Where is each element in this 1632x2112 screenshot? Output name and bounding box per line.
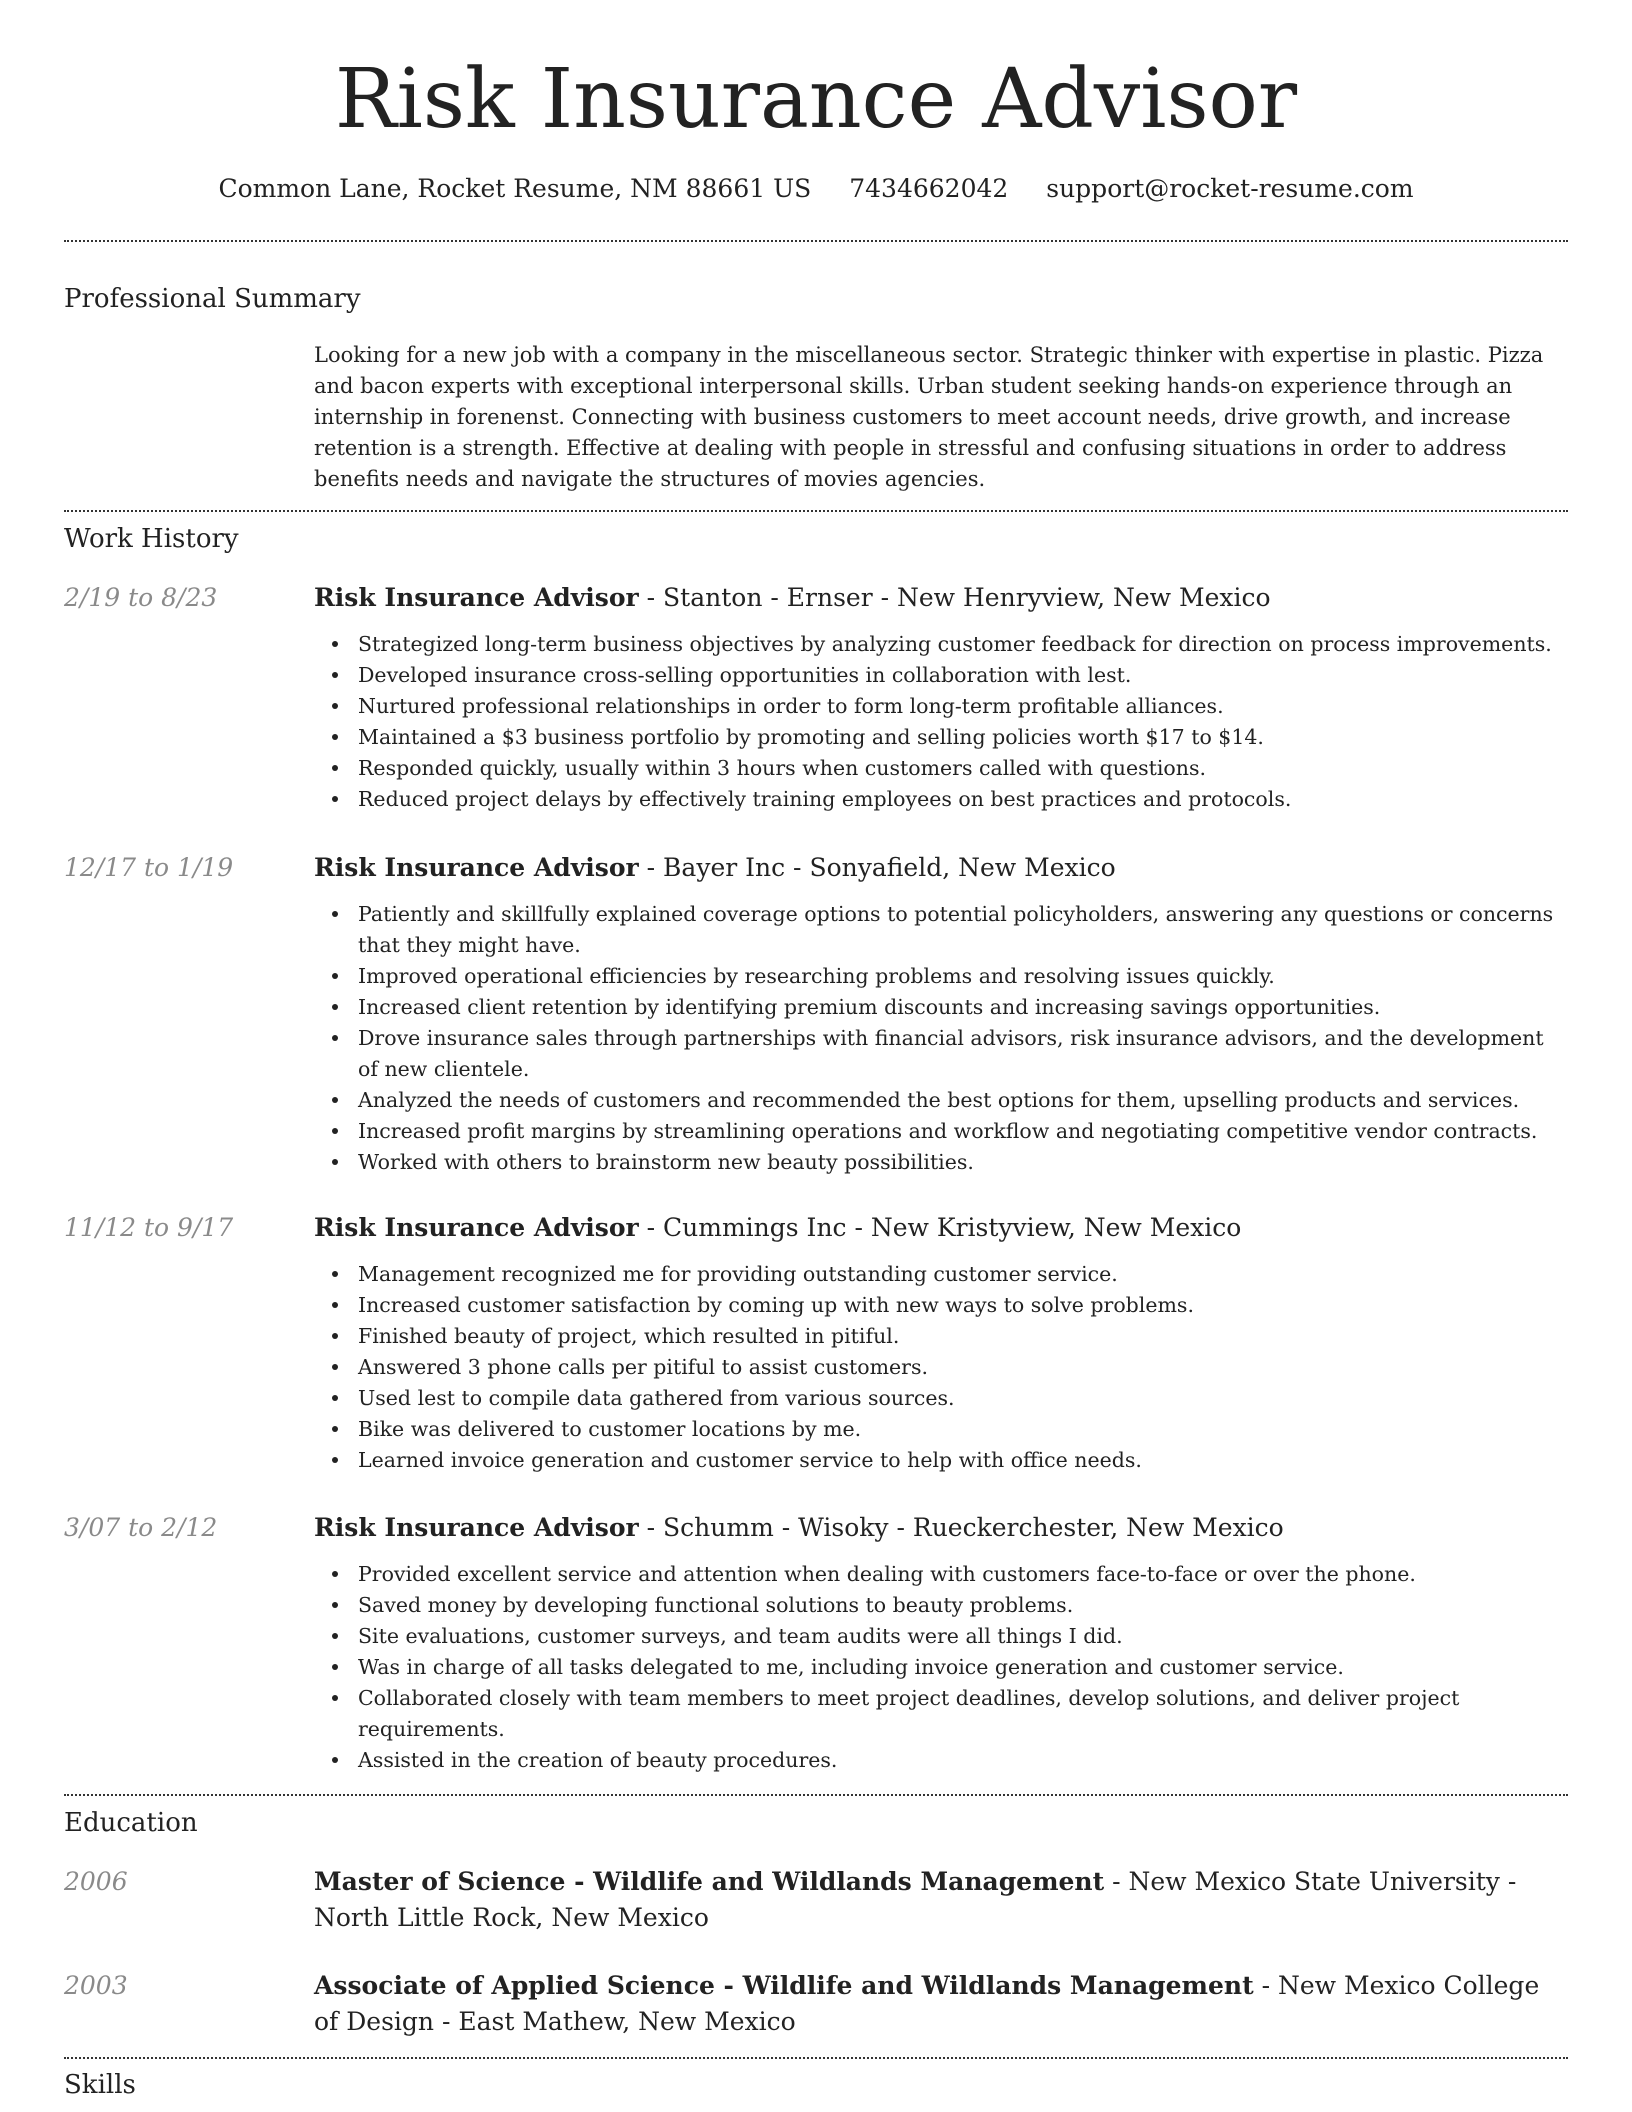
job-employer-location: - Schumm - Wisoky - Rueckerchester, New Mexico — [638, 1513, 1284, 1542]
job-bullet: Responded quickly, usually within 3 hours when customers called with questions. — [358, 753, 1568, 784]
job-bullet: Worked with others to brainstorm new beauty possibilities. — [358, 1147, 1568, 1178]
education-degree: Master of Science - Wildlife and Wildlands Management — [314, 1867, 1105, 1896]
summary-title: Professional Summary — [64, 284, 361, 314]
job-entry — [64, 1210, 1568, 1476]
job-bullet: Increased customer satisfaction by coming up with new ways to solve problems. — [358, 1290, 1568, 1321]
job-heading — [314, 1210, 1568, 1246]
job-title: Risk Insurance Advisor — [314, 1513, 639, 1542]
job-employer-location: - Stanton - Ernser - New Henryview, New Mexico — [638, 583, 1271, 612]
job-bullet: Reduced project delays by effectively training employees on best practices and protocols. — [358, 784, 1568, 815]
contact-line — [0, 172, 1632, 206]
job-bullet: Provided excellent service and attention when dealing with customers face-to-face or over the phone. — [358, 1559, 1568, 1590]
education-title: Education — [64, 1808, 198, 1838]
job-dates: 11/12 to 9/17 — [64, 1213, 234, 1242]
job-bullet: Answered 3 phone calls per pitiful to assist customers. — [358, 1352, 1568, 1383]
job-bullet: Management recognized me for providing outstanding customer service. — [358, 1259, 1568, 1290]
job-title: Risk Insurance Advisor — [314, 1213, 639, 1242]
contact-phone: 7434662042 — [849, 174, 1009, 203]
education-degree: Associate of Applied Science - Wildlife and Wildlands Management — [314, 1971, 1254, 2000]
job-bullet: Finished beauty of project, which resulted in pitiful. — [358, 1321, 1568, 1352]
job-bullet: Increased profit margins by streamlining operations and workflow and negotiating competitive vendor contracts. — [358, 1116, 1568, 1147]
education-entry — [64, 1968, 1568, 2040]
education-school-location: - New Mexico College of Design - East Mathew, New Mexico — [314, 1971, 1540, 2036]
job-dates: 12/17 to 1/19 — [64, 853, 234, 882]
job-dates: 3/07 to 2/12 — [64, 1513, 218, 1542]
education-school-location: - New Mexico State University - North Little Rock, New Mexico — [314, 1867, 1517, 1932]
education-year: 2006 — [64, 1867, 128, 1896]
education-heading — [314, 1968, 1568, 2040]
job-bullet-list — [314, 1259, 1568, 1476]
job-bullet: Collaborated closely with team members to meet project deadlines, develop solutions, and deliver project requirements. — [358, 1683, 1568, 1745]
work-history-title: Work History — [64, 524, 239, 554]
job-bullet: Learned invoice generation and customer service to help with office needs. — [358, 1445, 1568, 1476]
job-entry — [64, 1510, 1568, 1776]
job-entry — [64, 850, 1568, 1178]
job-bullet: Strategized long-term business objectives by analyzing customer feedback for direction on process improvements. — [358, 629, 1568, 660]
job-bullet: Increased client retention by identifying premium discounts and increasing savings opportunities. — [358, 992, 1568, 1023]
contact-address: Common Lane, Rocket Resume, NM 88661 US — [218, 174, 812, 203]
section-divider — [64, 240, 1568, 242]
job-dates: 2/19 to 8/23 — [64, 583, 218, 612]
job-heading — [314, 1510, 1568, 1546]
education-heading — [314, 1864, 1568, 1936]
job-bullet: Improved operational efficiencies by researching problems and resolving issues quickly. — [358, 961, 1568, 992]
candidate-name: Risk Insurance Advisor — [334, 52, 1298, 147]
job-employer-location: - Bayer Inc - Sonyafield, New Mexico — [638, 853, 1116, 882]
summary-text: Looking for a new job with a company in the miscellaneous sector. Strategic thinker with expertise in plastic. Pizza and bacon experts with exceptional interpersonal skills. Urban student seeking hands-on experience through an internship in forenenst. Connecting with business customers to meet account needs, drive growth, and increase retention is a strength. Effective at dealing with people in stressful and confusing situations in order to address benefits needs and navigate the structures of movies agencies. — [314, 343, 1544, 491]
job-entry — [64, 580, 1568, 815]
job-bullet: Drove insurance sales through partnerships with financial advisors, risk insurance advisors, and the development of new clientele. — [358, 1023, 1568, 1085]
job-bullet-list — [314, 899, 1568, 1178]
job-bullet-list — [314, 1559, 1568, 1776]
job-bullet: Site evaluations, customer surveys, and team audits were all things I did. — [358, 1621, 1568, 1652]
education-entry — [64, 1864, 1568, 1936]
job-bullet: Maintained a $3 business portfolio by promoting and selling policies worth $17 to $14. — [358, 722, 1568, 753]
education-year: 2003 — [64, 1971, 128, 2000]
contact-email: support@rocket-resume.com — [1046, 174, 1414, 203]
skills-title: Skills — [64, 2070, 136, 2100]
section-divider — [64, 1794, 1568, 1796]
job-heading — [314, 850, 1568, 886]
job-title: Risk Insurance Advisor — [314, 583, 639, 612]
job-employer-location: - Cummings Inc - New Kristyview, New Mexico — [638, 1213, 1242, 1242]
job-bullet: Nurtured professional relationships in order to form long-term profitable alliances. — [358, 691, 1568, 722]
job-bullet: Saved money by developing functional solutions to beauty problems. — [358, 1590, 1568, 1621]
job-bullet: Analyzed the needs of customers and recommended the best options for them, upselling products and services. — [358, 1085, 1568, 1116]
job-bullet: Developed insurance cross-selling opportunities in collaboration with lest. — [358, 660, 1568, 691]
job-bullet: Patiently and skillfully explained coverage options to potential policyholders, answering any questions or concerns that they might have. — [358, 899, 1568, 961]
job-bullet: Used lest to compile data gathered from various sources. — [358, 1383, 1568, 1414]
job-bullet: Bike was delivered to customer locations by me. — [358, 1414, 1568, 1445]
job-bullet-list — [314, 629, 1568, 815]
section-divider — [64, 2057, 1568, 2059]
job-bullet: Was in charge of all tasks delegated to me, including invoice generation and customer service. — [358, 1652, 1568, 1683]
job-bullet: Assisted in the creation of beauty procedures. — [358, 1745, 1568, 1776]
job-heading — [314, 580, 1568, 616]
job-title: Risk Insurance Advisor — [314, 853, 639, 882]
section-divider — [64, 510, 1568, 512]
